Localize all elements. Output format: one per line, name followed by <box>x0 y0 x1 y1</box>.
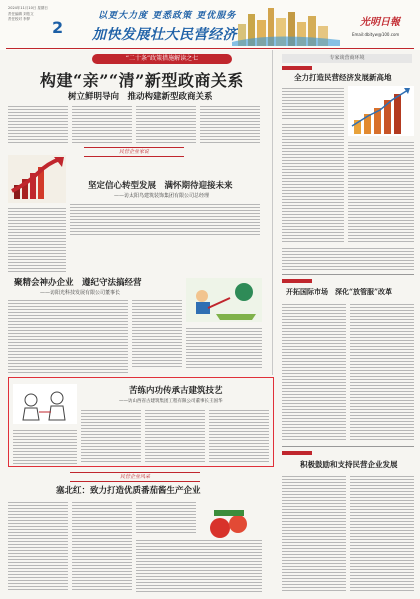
lead-text-col2 <box>72 104 132 144</box>
lead-text-col1 <box>8 104 68 144</box>
article1-text <box>70 202 260 236</box>
article3-byline: ——访山西省古建筑集团工程有限公司董事长王国华 <box>119 399 223 404</box>
page-number: 2 <box>52 18 64 37</box>
runner-illustration <box>186 278 262 322</box>
article4-text-col1 <box>8 500 68 592</box>
sidebar-article1-text-a <box>282 86 344 120</box>
masthead-meta-2: 责任编辑 刘依文 <box>8 12 34 16</box>
left-col-text-a <box>8 206 66 272</box>
sidebar-label-text: 专家谈营商环境 <box>329 55 365 61</box>
article1-title: 坚定信心转型发展 满怀期待迎接未来 <box>88 181 233 191</box>
article4-text-col3 <box>136 500 196 534</box>
main-subhead: 树立鲜明导向 推动构建新型政商关系 <box>68 92 213 102</box>
sidebar-article2-text-b <box>350 302 414 442</box>
sidebar-article1-title: 全力打造民营经济发展新高地 <box>294 73 392 82</box>
sidebar-kicker-2 <box>282 279 312 283</box>
article3-box[interactable] <box>8 377 274 467</box>
sidebar-bar-chart-image <box>348 86 414 136</box>
under-runner-text <box>186 326 262 370</box>
sidebar-rule-2 <box>282 446 414 447</box>
right-of-article2-text <box>132 298 182 368</box>
sidebar-article3-text-b <box>350 474 414 592</box>
series-tag-text: “二十条”政策措施解读之七 <box>125 55 199 62</box>
masthead-banner: 加快发展壮大民营经济 <box>92 27 237 43</box>
lead-text-col3 <box>136 104 196 144</box>
sidebar-article1-text-c <box>348 140 414 242</box>
masthead-rule <box>6 48 414 49</box>
growth-arrow-image <box>8 155 66 203</box>
article3-text-col1 <box>81 408 141 464</box>
masthead <box>0 0 420 50</box>
masthead-email: Email:dbityw@100.com <box>352 32 400 37</box>
sidebar-label <box>282 54 412 63</box>
article2-byline: ——访阳光科技发展有限公司董事长 <box>40 290 121 296</box>
section-label-2 <box>70 472 200 482</box>
main-headline: 构建“亲”“清”新型政商关系 <box>40 71 244 90</box>
sidebar-article1-text-d <box>282 246 414 270</box>
masthead-slogan: 以更大力度 更悉政策 更优服务 <box>98 11 237 21</box>
article2-title: 聚精会神办企业 遵纪守法搞经营 <box>14 278 142 288</box>
sidebar-kicker-3 <box>282 451 312 455</box>
article3-text-col2 <box>145 408 205 464</box>
sidebar-article3-title: 积极鼓励和支持民营企业发展 <box>300 460 398 469</box>
article1-byline: ——访太阳鸟建筑装饰集团有限公司总经理 <box>114 193 210 199</box>
masthead-meta-1: 2024年11月10日 星期日 <box>8 6 48 10</box>
article4-text-col4 <box>136 538 262 592</box>
sidebar-article2-text-a <box>282 302 346 442</box>
article3-title: 苦练内功传承古建筑技艺 <box>129 386 223 396</box>
section-label <box>84 147 184 157</box>
series-tag <box>92 54 232 64</box>
paper-name: 光明日報 <box>360 17 400 28</box>
article3-text-col3 <box>209 408 269 464</box>
masthead-meta-3: 责任校对 李梦 <box>8 17 31 21</box>
sidebar-rule-1 <box>282 274 414 275</box>
article4-text-col2 <box>72 500 132 592</box>
sidebar-article2-title: 开拓国际市场 深化“放管服”改革 <box>286 287 393 296</box>
skyline-illustration <box>232 4 340 46</box>
sidebar-article1-text-b <box>282 122 344 242</box>
section-label-text: 民营企业家说 <box>118 149 149 155</box>
article4-title: 塞北红：致力打造优质番茄酱生产企业 <box>56 486 201 496</box>
lead-text-col4 <box>200 104 260 144</box>
section-label-2-text: 民营企业风采 <box>119 474 150 480</box>
sidebar-article3-text-a <box>282 474 346 592</box>
article2-text <box>8 298 128 374</box>
article3-cartoon <box>13 384 77 424</box>
sidebar-kicker-1 <box>282 66 312 70</box>
article3-text-left <box>13 428 77 464</box>
sidebar-divider <box>272 50 273 375</box>
